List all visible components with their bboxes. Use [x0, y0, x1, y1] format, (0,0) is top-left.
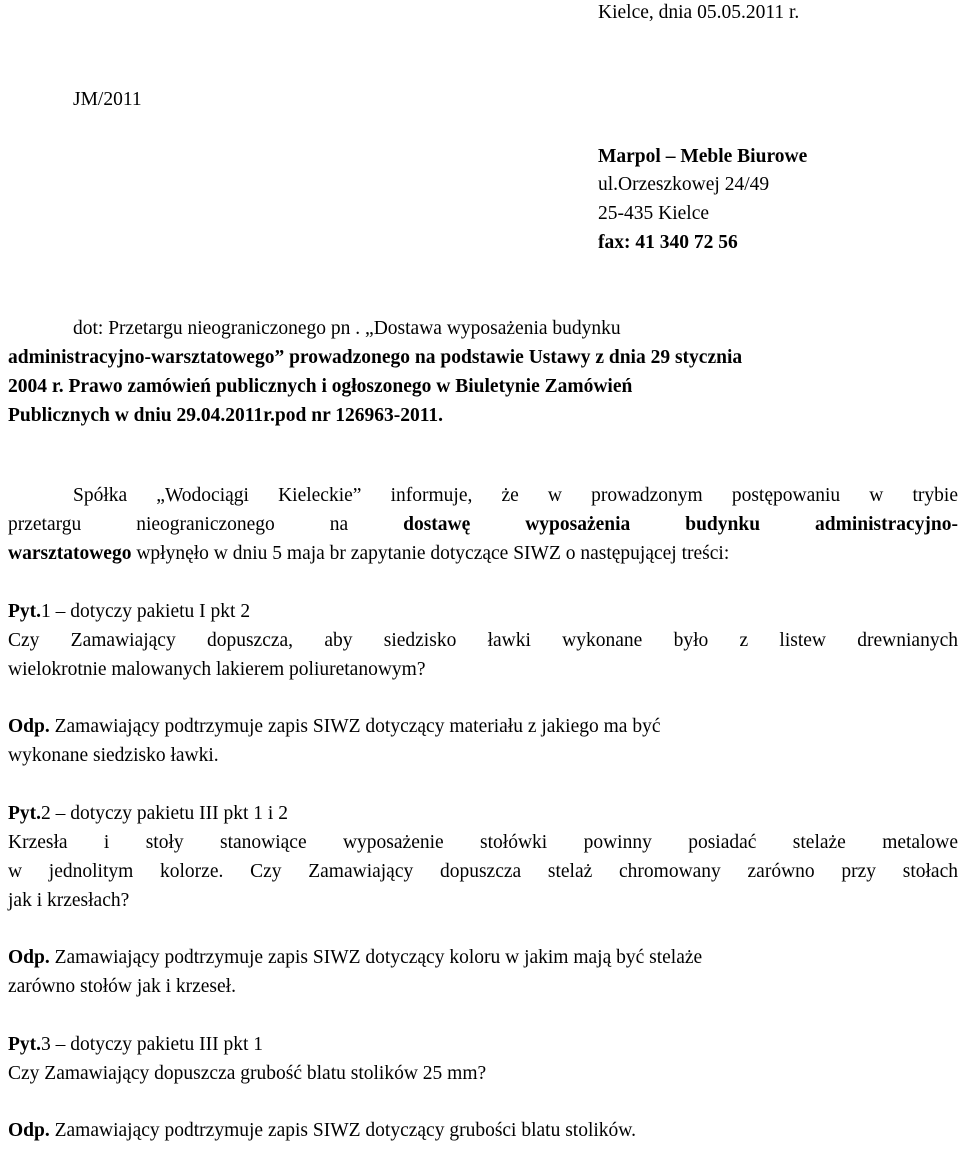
subject-line-3: 2004 r. Prawo zamówień publicznych i ogłoszonego w Biuletynie Zamówień: [8, 376, 633, 397]
reference-number: JM/2011: [73, 89, 142, 110]
recipient-fax: fax: 41 340 72 56: [598, 232, 738, 253]
subject-line-1: dot: Przetargu nieograniczonego pn . „Dostawa wyposażenia budynku: [73, 318, 621, 339]
intro-line-2: [8, 515, 958, 535]
answer-label: Odp.: [8, 1120, 50, 1141]
answer-2-line-1: [8, 948, 702, 968]
question-2-line-2: w jednolitym kolorze. Czy Zamawiający dopuszcza stelaż chromowany zarówno przy stołach: [8, 861, 958, 882]
intro-line-2-plain: przetargu nieograniczonego na: [8, 514, 404, 535]
intro-line-1: Spółka „Wodociągi Kieleckie” informuje, że w prowadzonym postępowaniu w trybie: [73, 485, 958, 506]
intro-line-3: [8, 544, 729, 564]
question-1-line-2: wielokrotnie malowanych lakierem poliuretanowym?: [8, 659, 426, 680]
question-scope: – dotyczy pakietu III pkt 1: [50, 1034, 264, 1055]
answer-label: Odp.: [8, 947, 50, 968]
answer-text: Zamawiający podtrzymuje zapis SIWZ dotyczący materiału z jakiego ma być: [49, 716, 661, 737]
subject-line-4: Publicznych w dniu 29.04.2011r.pod nr 126963-2011.: [8, 405, 444, 426]
recipient-name: Marpol – Meble Biurowe: [598, 146, 808, 167]
intro-line-2-bold: dostawę wyposażenia budynku administracyjno-: [403, 514, 958, 535]
question-label: Pyt.: [8, 803, 42, 824]
intro-line-3-plain: wpłynęło w dniu 5 maja br zapytanie dotyczące SIWZ o następującej treści:: [131, 543, 730, 564]
answer-text: Zamawiający podtrzymuje zapis SIWZ dotyczący koloru w jakim mają być stelaże: [49, 947, 703, 968]
question-3-heading: [8, 1035, 263, 1055]
recipient-city: 25-435 Kielce: [598, 203, 710, 224]
question-2-line-1: Krzesła i stoły stanowiące wyposażenie stołówki powinny posiadać stelaże metalowe: [8, 832, 958, 853]
answer-text: Zamawiający podtrzymuje zapis SIWZ dotyczący grubości blatu stolików.: [49, 1120, 637, 1141]
answer-label: Odp.: [8, 716, 50, 737]
question-2-heading: [8, 804, 288, 824]
question-number: 2: [41, 803, 51, 824]
question-scope: – dotyczy pakietu III pkt 1 i 2: [50, 803, 288, 824]
answer-1-line-1: [8, 717, 660, 737]
intro-line-3-bold: warsztatowego: [8, 543, 132, 564]
question-2-line-3: jak i krzesłach?: [8, 890, 130, 911]
answer-2-line-2: zarówno stołów jak i krzeseł.: [8, 976, 236, 997]
answer-3-line-1: [8, 1121, 636, 1141]
subject-line-2: administracyjno-warsztatowego” prowadzonego na podstawie Ustawy z dnia 29 stycznia: [8, 347, 743, 368]
question-number: 3: [41, 1034, 51, 1055]
question-1-heading: [8, 602, 250, 622]
question-scope: – dotyczy pakietu I pkt 2: [50, 601, 251, 622]
answer-1-line-2: wykonane siedzisko ławki.: [8, 745, 219, 766]
place-date: Kielce, dnia 05.05.2011 r.: [598, 2, 800, 23]
question-number: 1: [41, 601, 51, 622]
question-label: Pyt.: [8, 601, 42, 622]
question-label: Pyt.: [8, 1034, 42, 1055]
question-1-line-1: Czy Zamawiający dopuszcza, aby siedzisko ławki wykonane było z listew drewnianych: [8, 630, 958, 651]
question-3-line-1: Czy Zamawiający dopuszcza grubość blatu stolików 25 mm?: [8, 1063, 487, 1084]
recipient-street: ul.Orzeszkowej 24/49: [598, 174, 770, 195]
